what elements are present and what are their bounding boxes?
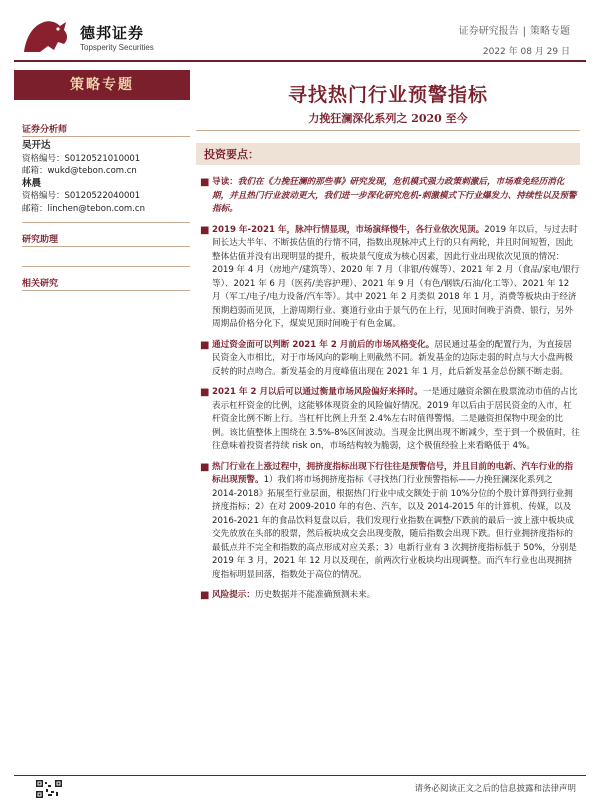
bullet-lead: 通过资金面可以判断 2021 年 2 月前后的市场风格变化。 [212,339,435,350]
bullet-body: 历史数据并不能准确预测未来。 [254,590,376,600]
company-logo [20,16,220,56]
page-title: 寻找热门行业预警指标 [287,84,488,106]
report-date: 2022 年 08 月 29 日 [482,47,570,57]
footer-disclaimer: 请务必阅读正文之后的信息披露和法律声明 [414,784,576,794]
key-points-bar [196,143,580,165]
bullet-icon: ■ [200,224,210,236]
sidebar [14,70,190,760]
analyst-block [22,140,145,215]
analyst-email[interactable]: 邮箱：linchen@tebon.com.cn [22,203,145,214]
bullet-emphasis: 我们在《力挽狂澜的那些事》研究发现，危机模式强力政策刺激后，市场难免经历消化期，并且热门行业波动更大，我们进一步深化研究危机-刺激模式下行业爆发力、持续性以及预警指标。 [212,177,577,214]
qr-code-icon [36,780,62,798]
bullet-body: 居民通过基金的配置行为，为直接居民资金入市相比，对于市场风向的影响上则截然不同。新发基金的边际走弱的时点与大小盘两极反转的时点吻合。新发基金的月度峰值出现在 2021 年 1 月，此后新发基金总份额不断走弱。 [212,339,573,377]
bullet-lead: 热门行业在上涨过程中，拥挤度指标出现下行往往是预警信号，并且目前的电新、汽车行业的指标出现预警。 [212,461,573,485]
analyst-name: 林晨 [22,177,42,189]
key-points-label: 投资要点： [204,148,259,161]
analyst-section-title: 证券分析师 [22,125,68,135]
analyst-cert: 资格编号：S0120521010001 [22,153,141,164]
bullet-body: 一是通过融资余额在股票流动市值的占比表示杠杆资金的比例，这能够体现资金的风险偏好情况。2019 年以后由于居民资金的入市，杠杆资金比例不断上行。当杠杆比例上升至 2.4%左右时值得警惕。二是融资担保物中现金的比例。该比值整体上围绕在 3.5%-8%区间波动。当现金比例出现不断减少，至于到一个极值时，往往意味着投资者持续 risk on，市场结构较为脆弱，这个极值经验上来看略低于 4%。 [212,387,580,451]
sidebar-divider [22,290,190,291]
list-item [200,461,580,583]
analyst-email[interactable]: 邮箱：wukd@tebon.com.cn [22,166,137,176]
assistant-section-title: 研究助理 [22,235,59,245]
logo-chinese-name: 德邦证券 [80,24,145,42]
list-item [200,224,580,332]
list-item [200,176,580,217]
logo-english-name: Topsperity Securities [80,43,154,52]
sidebar-title: 策略专题 [14,70,190,100]
footer-divider [14,775,586,776]
bullet-icon: ■ [200,461,210,473]
list-item [200,589,580,603]
bullet-lead: 2021 年 2 月以后可以通过衡量市场风险偏好来择时。 [212,387,423,397]
sidebar-divider [22,266,190,267]
list-item [200,339,580,380]
bullet-lead: 风险提示： [212,590,255,600]
report-type-header [459,22,570,37]
bullet-icon: ■ [200,590,210,601]
bullet-body: 1）我们将市场拥挤度指标《寻找热门行业预警指标——力挽狂澜深化系列之 2014-2018》拓展至行业层面，根据热门行业中成交额处于前 10%分位的个股计算得到行业拥挤度指标；2）在对 2009-2010 年的有色、汽车，以及 2014-2015 年的计算机、传媒，以及 2016-2021 年的食品饮料复盘以后，我们发现行业指数在调整/下跌前的最后一波上涨中板块成交先放放在头部的股票，然后板块成交会出现变散，随后指数会出现下跌。但行业拥挤度指标的最低点并不完全和指数的高点形成对应关系；3）电新行业有 3 次拥挤度指标低于 50%，分别是 2019 年 3 月，2021 年 12 月以及现在，前两次行业板块均出现调整。而汽车行业也出现拥挤度指标明显回落，指数处于高位的情况。 [212,475,577,580]
sidebar-divider [22,136,190,137]
report-type: 证券研究报告 [458,26,519,37]
bullet-lead: 导读： [212,177,238,187]
related-section-title: 相关研究 [22,279,59,289]
key-points-list [200,176,580,610]
bullet-icon: ■ [200,177,210,188]
bullet-lead: 2019 年-2021 年，脉冲行情显现，市场演绎慢牛，各行业依次见顶。 [212,224,485,235]
horse-logo-icon [20,16,72,56]
list-item [200,386,580,454]
header-divider [14,60,586,62]
header-separator: | [522,26,526,37]
sidebar-divider [22,222,190,223]
analyst-name: 吴开达 [22,140,51,151]
page-subtitle: 力挽狂澜深化系列之 2020 至今 [308,112,468,125]
title-divider [196,130,580,131]
bullet-icon: ■ [200,387,210,398]
bullet-body: 2019 年以后，与过去时间长达大半年、不断拔估值的行情不同，指数出现脉冲式上行的只有两轮，并且时间短暂，因此整体估值并没有出现明显的提升，板块景气度成为核心因素，因此行业出现依次见顶的情况：2019 年 4 月（房地产/建筑等）、2020 年 7 月（非银/传媒等）、2021 年 2 月（食品/家电/银行等）、2021 年 6 月（医药/美容护理）、2021 年 9 月（有色/钢铁/石油/化工等）、2021 年 12 月（军工/电子/电力设备/汽车等）。其中 2021 年 2 月类似 2018 年 1 月，消费等板块由于经济预期趋弱而见顶，上游周期行业、赛道行业由于景气仍在上行，见顶时间晚于消费、银行，另外周期品价格分化下，煤炭见顶时间晚于有色金属。 [212,224,580,329]
sidebar-divider [22,246,190,247]
report-category: 策略专题 [530,26,570,37]
analyst-cert: 资格编号：S0120522040001 [22,191,141,201]
bullet-icon: ■ [200,339,210,351]
